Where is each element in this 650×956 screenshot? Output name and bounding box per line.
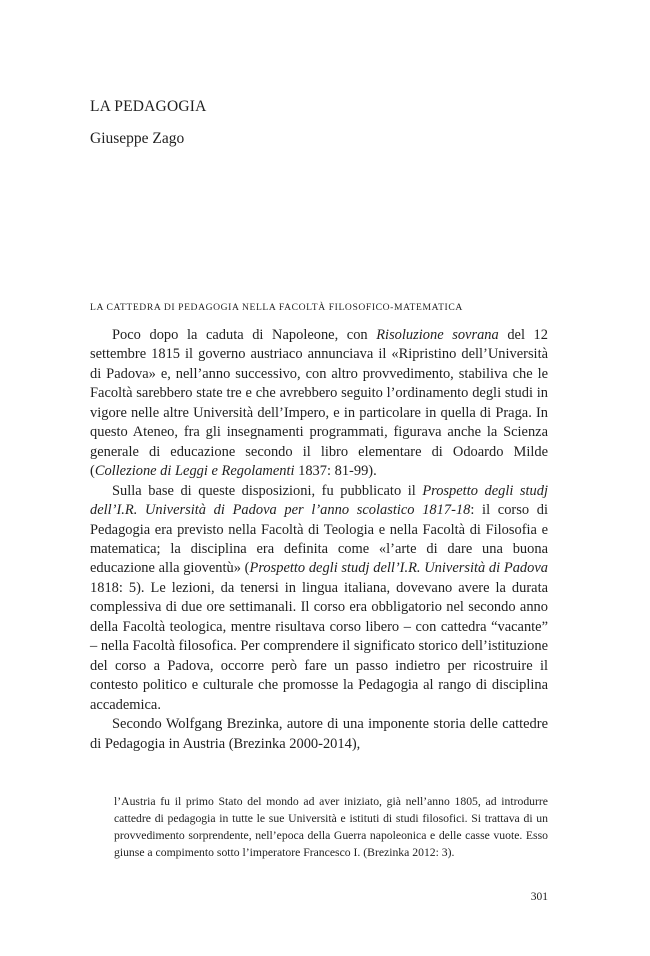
text-run: Sulla base di queste disposizioni, fu pubblicato il xyxy=(112,482,423,499)
chapter-title: LA PEDAGOGIA xyxy=(90,98,207,115)
italic-text: Prospetto degli studj dell’I.R. Università di Padova xyxy=(249,560,548,577)
italic-text: Risoluzione sovrana xyxy=(376,327,499,343)
page-number: 301 xyxy=(530,891,548,903)
italic-text: Collezione di Leggi e Regolamenti xyxy=(94,463,295,480)
italic-text: Prospetto degli studj dell’I.R. Università di Padova per l’anno scolastico 1817-18 xyxy=(90,482,548,519)
text-run: 1837: 81-99). xyxy=(294,463,377,480)
text-run: Poco dopo la caduta di Napoleone, con xyxy=(112,327,377,343)
text-run: : il corso di Pedagogia era previsto nella Facoltà di Teologia e nella Facoltà di Filosofia e matematica; la disciplina era definita come «l’arte di dare una buona educazione alla gioventù» ( xyxy=(90,502,548,577)
paragraph xyxy=(90,715,548,754)
paragraph xyxy=(90,326,548,482)
text-run: Secondo Wolfgang Brezinka, autore di una imponente storia delle cattedre di Pedagogia in Austria (Brezinka 2000-2014), xyxy=(90,716,548,752)
text-run: del 12 settembre 1815 il governo austriaco annunciava il «Ripristino dell’Università di Padova» e, nell’anno successivo, con altro provvedimento, stabiliva che le Facoltà sarebbero state tre e che avrebbero seguito l’ordinamento degli studi in vigore nelle altre Università dell’Impero, e in particolare in quella di Praga. In questo Ateneo, fra gli insegnamenti programmati, figurava anche la Scienza generale di educazione secondo il libro elementare di Odoardo Milde ( xyxy=(90,327,548,480)
block-quote: l’Austria fu il primo Stato del mondo ad aver iniziato, già nell’anno 1805, ad introdurre cattedre di pedagogia in tutte le sue Università e istituti di studi filosofici. Si trattava di un provvedimento sorprendente, nell’epoca della Guerra napoleonica e delle casse vuote. Esso giunse a compimento sotto l’imperatore Francesco I. (Brezinka 2012: 3). xyxy=(114,795,548,859)
body-text xyxy=(90,326,548,754)
author-name: Giuseppe Zago xyxy=(90,130,185,147)
text-run: 1818: 5). Le lezioni, da tenersi in lingua italiana, dovevano avere la durata complessiva di due ore settimanali. Il corso era obbligatorio nel secondo anno della Facoltà teologica, mentre risultava corso libero – con cattedra “vacante” – nella Facoltà filosofica. Per comprendere il significato storico dell’istituzione del corso a Padova, occorre però fare un passo indietro per ricostruire il contesto politico e culturale che promosse la Pedagogia al rango di disciplina accademica. xyxy=(90,579,548,713)
book-page xyxy=(90,0,548,956)
paragraph xyxy=(90,482,548,715)
section-heading: LA CATTEDRA DI PEDAGOGIA NELLA FACOLTÀ FILOSOFICO-MATEMATICA xyxy=(90,302,463,313)
